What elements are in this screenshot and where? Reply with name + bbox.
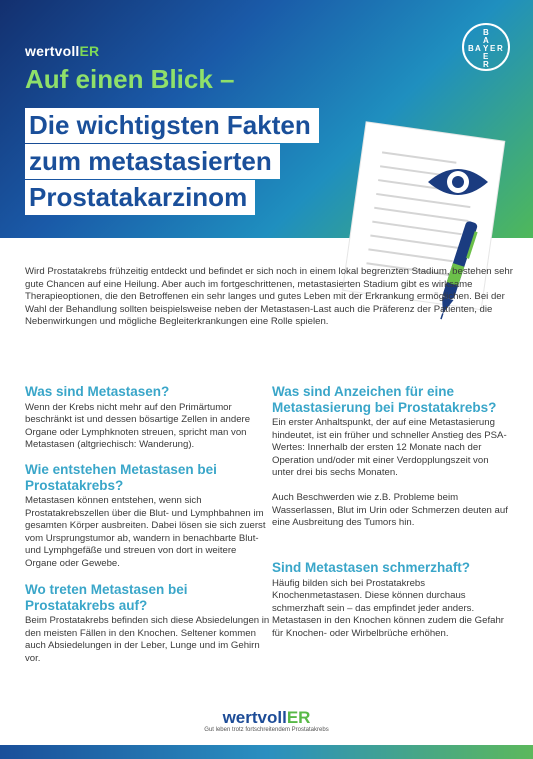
section-what-are-metastases [25,384,270,452]
bayer-logo: B A B A Y E R E R [462,23,510,71]
footer-tagline: Gut leben trotz fortschreitendem Prostatakrebs [204,727,329,733]
title-line-2: Die wichtigsten Fakten [25,108,319,143]
section-heading: Wo treten Metastasen bei Prostatakrebs auf? [25,582,188,613]
section-heading: Wie entstehen Metastasen bei Prostatakrebs? [25,462,217,493]
section-heading: Sind Metastasen schmerzhaft? [272,560,471,575]
footer-brand-main: wertvoll [222,708,287,727]
title-line-4: Prostatakarzinom [25,180,255,215]
brand-logo [25,43,99,59]
section-how-do-metastases-form [25,462,270,571]
section-text: Häufig bilden sich bei Prostatakrebs Knochenmetastasen. Diese können durchaus schmerzhaft sein – das empfindet jeder anders. Metastasen in den Knochen können zudem die Gefahr für Knochen- oder Wirbelbrüche erhöhen. [272,577,505,639]
section-heading: Was sind Metastasen? [25,384,170,399]
footer-brand-accent: ER [286,708,311,727]
section-heading: Was sind Anzeichen für eine Metastasierung bei Prostatakrebs? [272,384,497,415]
title-line-1: Auf einen Blick – [25,64,235,94]
section-text: Ein erster Anhaltspunkt, der auf eine Metastasierung hindeutet, ist ein früher und schneller Anstieg des PSA-Wertes: Innerhalb der ersten 12 Monate nach der Operation und/oder mit einer Verdopplungszeit von unter drei bis sechs Monaten. [272,417,507,479]
bottom-color-bar [0,745,533,759]
brand-accent: ER [79,43,100,59]
section-where-do-metastases-occur [25,582,270,665]
section-signs-of-metastasis [272,384,512,530]
brand-main: wertvoll [25,43,80,59]
section-text: Metastasen können entstehen, wenn sich Prostatakrebszellen über die Blut- und Lymphbahnen im gesamten Körper ausbreiten. Dabei lösen sie sich zuerst vom Ursprungstumor ab, wandern in benachbarte Blut- und Lymphgefäße und streuen von dort in weitere Organe oder Gewebe. [25,495,266,569]
section-are-metastases-painful [272,560,512,640]
section-text: Wenn der Krebs nicht mehr auf den Primärtumor beschränkt ist und dessen bösartige Zellen in andere Organe oder Lymphknoten streuen, spricht man von Metastasen (altgriechisch: Wanderung). [25,401,251,451]
section-text-2: Auch Beschwerden wie z.B. Probleme beim Wasserlassen, Blut im Urin oder Schmerzen deuten auf eine Ausbreitung des Tumors hin. [272,491,508,529]
footer-brand-logo [0,708,533,728]
title-line-3: zum metastasierten [25,144,280,179]
section-text: Beim Prostatakrebs befinden sich diese Absiedelungen in den meisten Fällen in den Knochen. Seltener kommen auch Absiedelungen in der Leber, Lunge und im Gehirn vor. [25,615,270,664]
intro-paragraph: Wird Prostatakrebs frühzeitig entdeckt und befindet er sich noch in einem lokal begrenzten Stadium, bestehen sehr gute Chancen auf eine Heilung. Aber auch im fortgeschrittenen, metastasierten Stadium gibt es wirksame Therapieoptionen, die den Betroffenen ein sehr langes und gutes Leben mit der Erkrankung ermöglichen. Bei der Wahl der Behandlung sollten beispielsweise neben der Metastasen-Last auch die Präferenz der Patienten, die Nebenwirkungen und mögliche Begleiterkrankungen eine Rolle spielen. [25,266,513,328]
